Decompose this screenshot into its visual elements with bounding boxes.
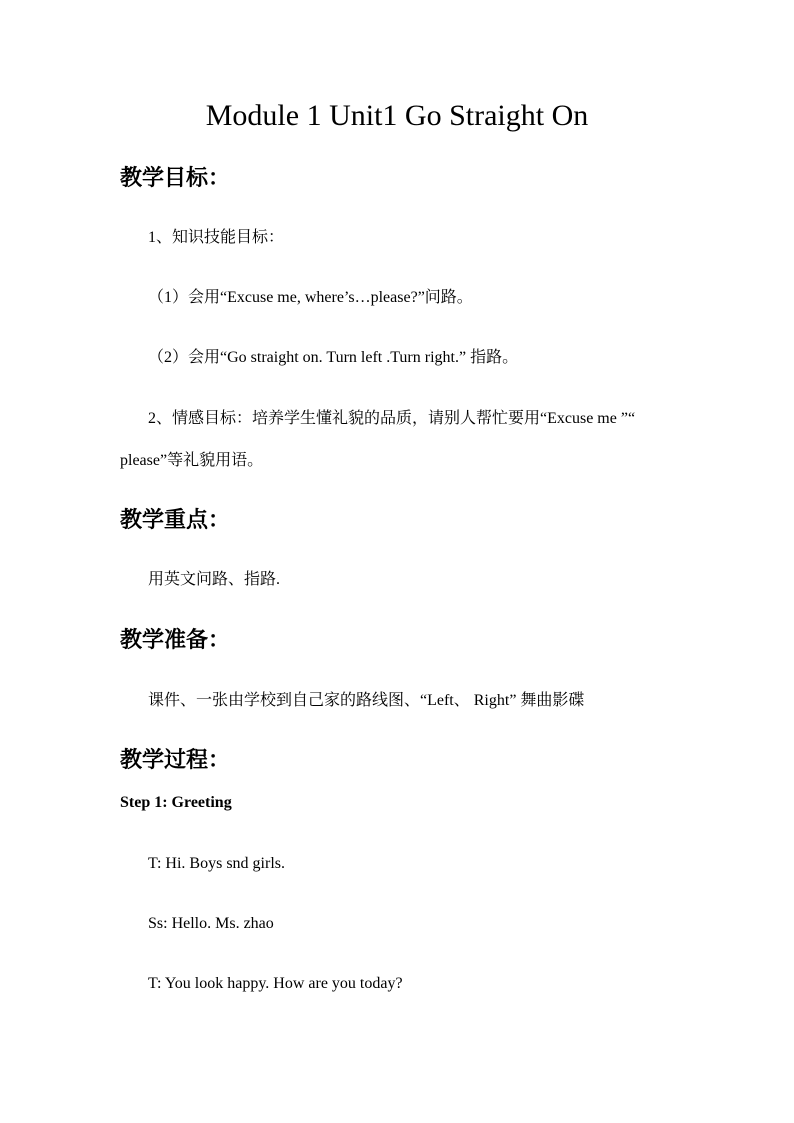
key-points-heading: 教学重点： [120,508,231,533]
objective-item-1: 1、知识技能目标： [148,229,285,246]
step-1-title: Step 1: Greeting [120,794,232,811]
document-title: Module 1 Unit1 Go Straight On [205,99,589,132]
objective-item-2: 2、情感目标：培养学生懂礼貌的品质，请别人帮忙要用“Excuse me ”“ please”等礼貌用语。 [120,410,636,469]
preparation-heading: 教学准备： [120,628,231,653]
dialogue-line-2: Ss: Hello. Ms. zhao [148,915,274,932]
objective-item-1a: （1）会用“Excuse me, where’s…please?”问路。 [148,289,473,306]
dialogue-line-1: T: Hi. Boys snd girls. [148,855,285,872]
dialogue-line-3: T: You look happy. How are you today? [148,975,403,992]
objectives-heading: 教学目标： [120,166,231,191]
preparation-text: 课件、一张由学校到自己家的路线图、“Left、 Right” 舞曲影碟 [148,692,585,709]
key-points-text: 用英文问路、指路. [148,571,281,588]
process-heading: 教学过程： [120,748,231,773]
objective-item-1b: （2）会用“Go straight on. Turn left .Turn right.” 指路。 [148,349,519,366]
